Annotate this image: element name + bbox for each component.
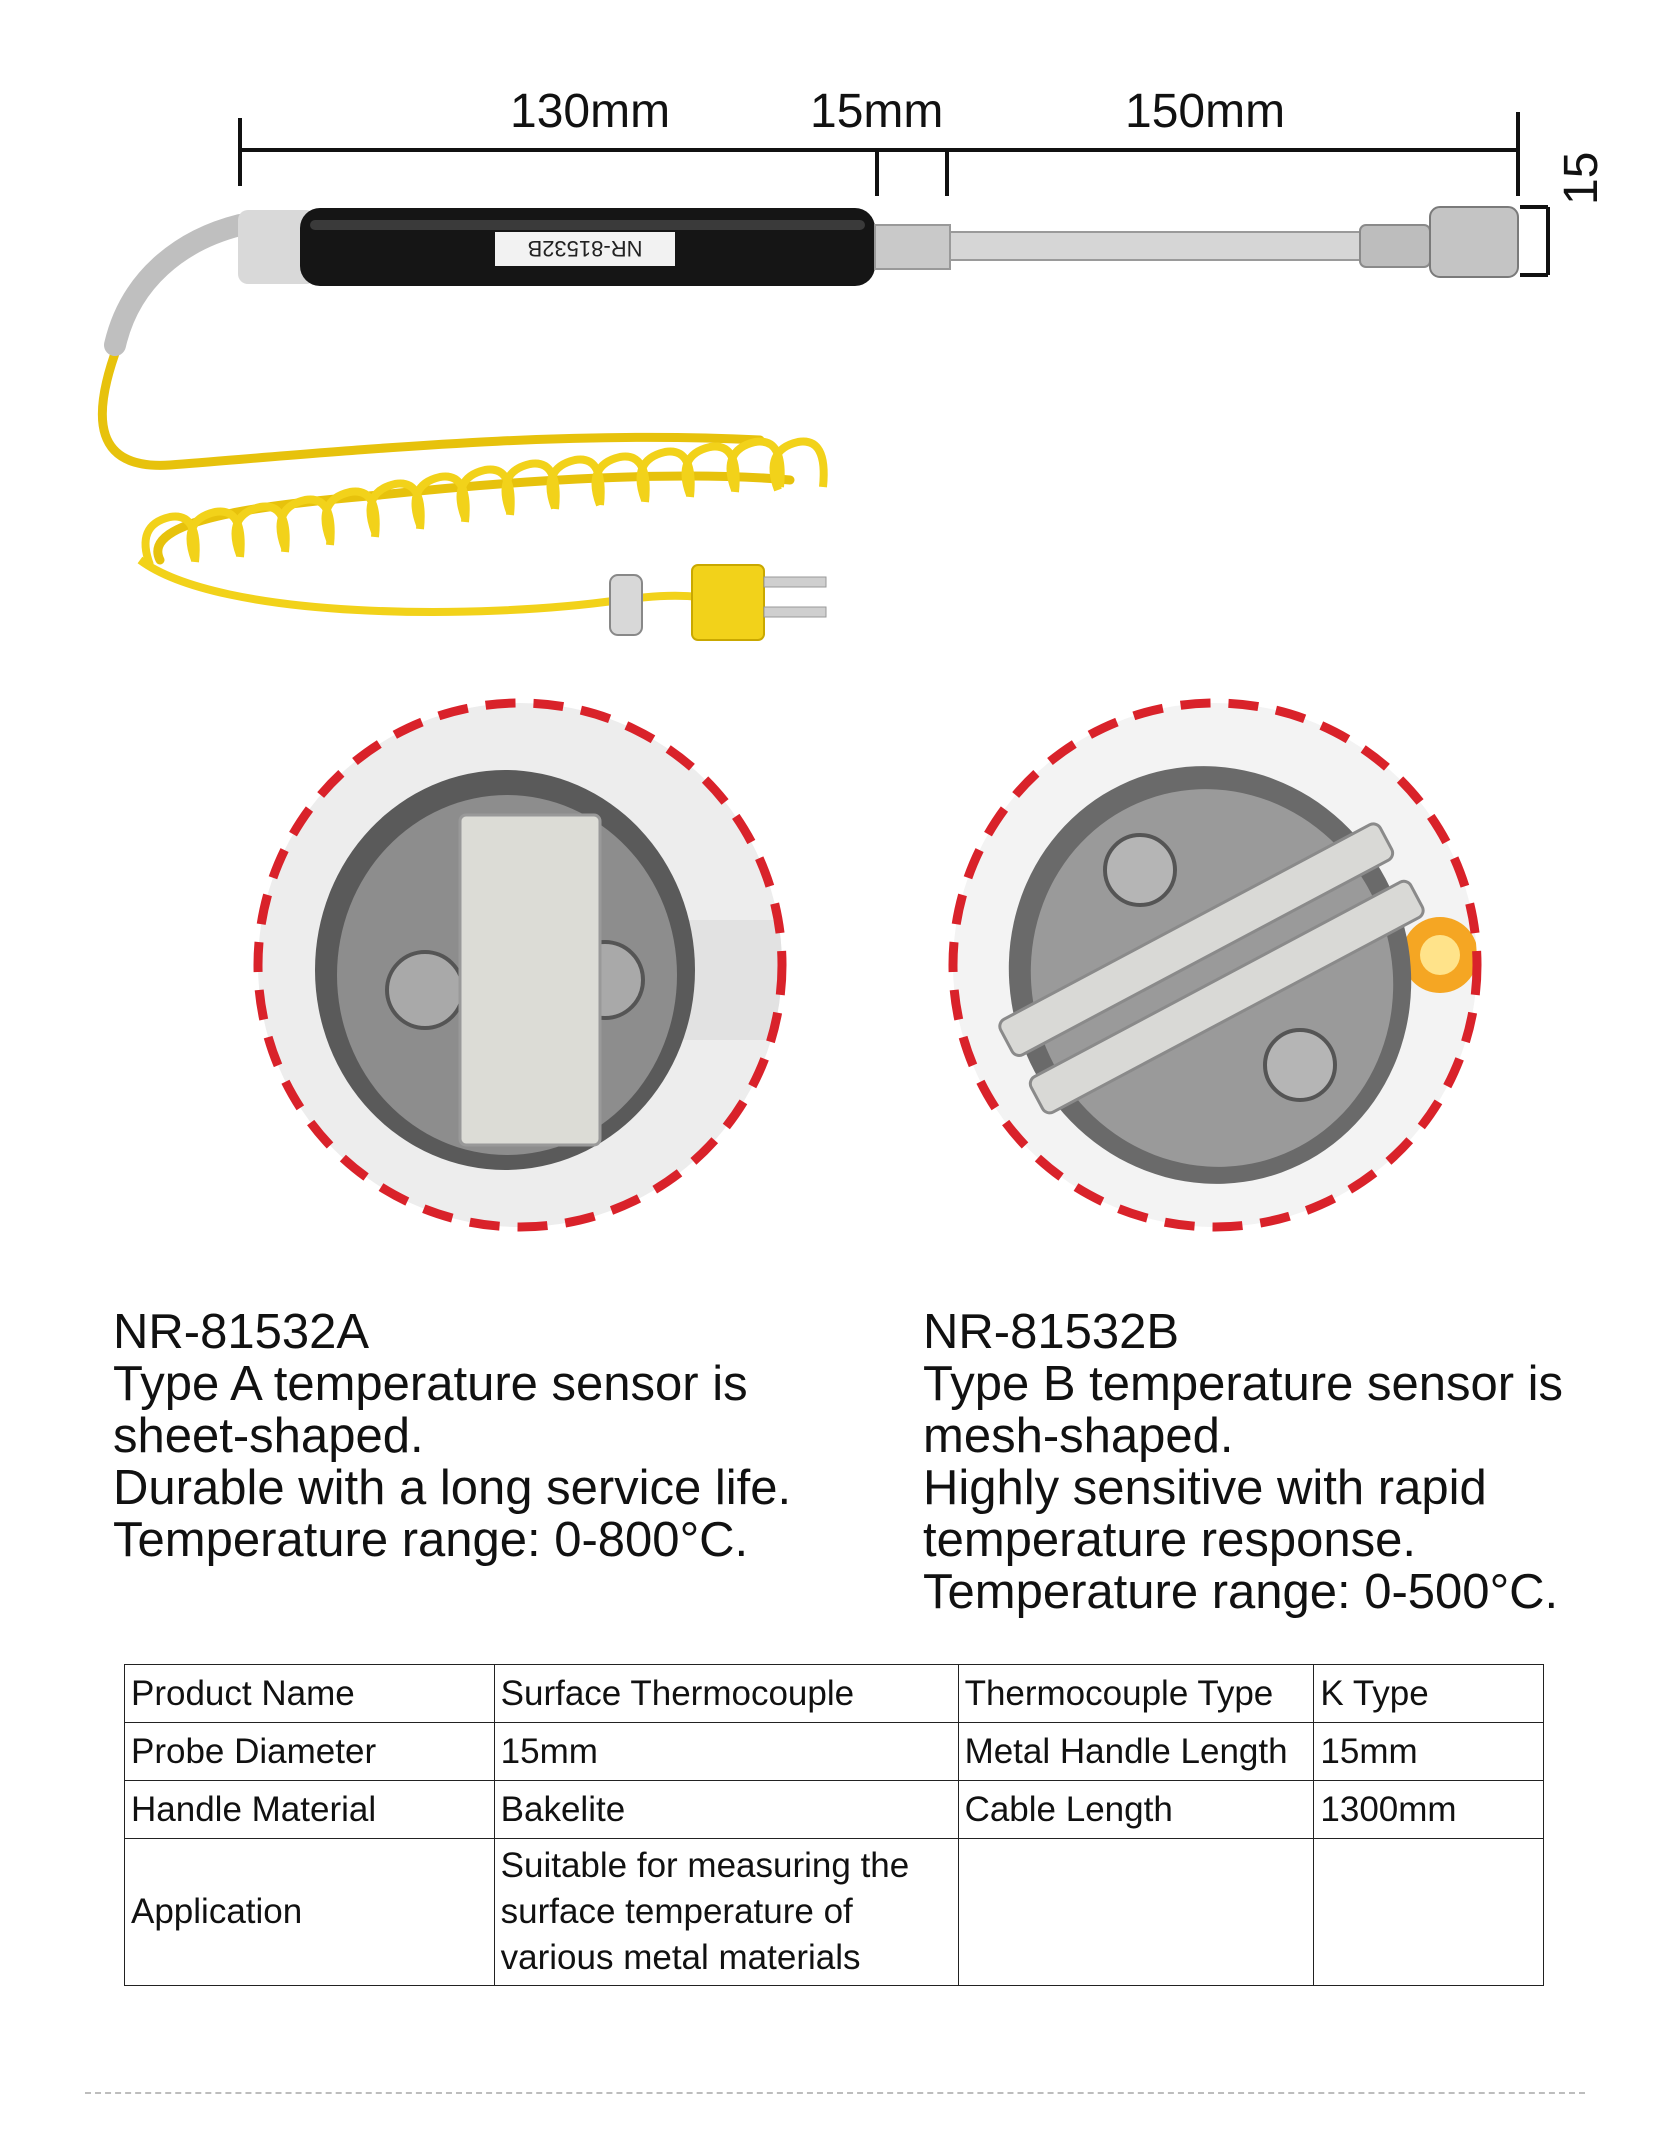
model-a-line-1: Type A temperature sensor is bbox=[113, 1357, 748, 1411]
table-row bbox=[125, 1665, 1544, 1723]
model-b-line-3: Highly sensitive with rapid bbox=[923, 1461, 1487, 1515]
cable-clip bbox=[610, 575, 642, 635]
probe-rod bbox=[950, 232, 1370, 260]
dimension-probe-length: 150mm bbox=[1125, 85, 1286, 138]
table-cell: Product Name bbox=[125, 1665, 495, 1723]
application-line-1: Suitable for measuring the bbox=[500, 1846, 910, 1885]
table-cell: Metal Handle Length bbox=[958, 1723, 1314, 1781]
model-a-line-4: Temperature range: 0-800°C. bbox=[113, 1513, 749, 1567]
svg-text:NR-81532B: NR-81532B bbox=[527, 236, 643, 261]
sensor-a-detail-image bbox=[245, 690, 795, 1240]
table-row-application bbox=[125, 1839, 1544, 1986]
table-cell: Surface Thermocouple bbox=[494, 1665, 958, 1723]
model-a-description bbox=[113, 1306, 853, 1566]
dimension-probe-diameter: 15 bbox=[1555, 151, 1608, 205]
sensor-b-detail-image bbox=[940, 690, 1490, 1240]
model-b-line-2: mesh-shaped. bbox=[923, 1409, 1234, 1463]
application-line-2: surface temperature of bbox=[500, 1892, 853, 1931]
model-b-description bbox=[923, 1306, 1643, 1618]
application-label: Application bbox=[125, 1839, 495, 1986]
dimension-handle-length: 130mm bbox=[510, 85, 671, 138]
coiled-cable bbox=[102, 345, 790, 560]
dimension-metal-handle-length: 15mm bbox=[810, 85, 944, 138]
cable-strain-relief bbox=[115, 225, 240, 345]
table-cell: Handle Material bbox=[125, 1781, 495, 1839]
table-cell: K Type bbox=[1314, 1665, 1544, 1723]
table-cell: Bakelite bbox=[494, 1781, 958, 1839]
model-a-line-3: Durable with a long service life. bbox=[113, 1461, 792, 1515]
probe-head bbox=[1430, 207, 1518, 277]
model-b-line-1: Type B temperature sensor is bbox=[923, 1357, 1564, 1411]
table-cell-empty bbox=[1314, 1839, 1544, 1986]
table-cell: 15mm bbox=[494, 1723, 958, 1781]
model-b-line-5: Temperature range: 0-500°C. bbox=[923, 1565, 1559, 1619]
bottom-dashed-divider bbox=[85, 2092, 1585, 2094]
table-row bbox=[125, 1723, 1544, 1781]
table-cell: Thermocouple Type bbox=[958, 1665, 1314, 1723]
sheet-sensor bbox=[460, 815, 600, 1145]
table-cell-empty bbox=[958, 1839, 1314, 1986]
table-cell: 1300mm bbox=[1314, 1781, 1544, 1839]
model-a-name: NR-81532A bbox=[113, 1305, 370, 1359]
model-b-name: NR-81532B bbox=[923, 1305, 1180, 1359]
table-row bbox=[125, 1781, 1544, 1839]
metal-handle bbox=[875, 225, 950, 269]
k-type-connector bbox=[692, 565, 764, 640]
specification-table bbox=[124, 1664, 1544, 1986]
table-cell: 15mm bbox=[1314, 1723, 1544, 1781]
model-b-line-4: temperature response. bbox=[923, 1513, 1416, 1567]
application-line-3: various metal materials bbox=[500, 1938, 861, 1977]
model-a-line-2: sheet-shaped. bbox=[113, 1409, 424, 1463]
table-cell: Cable Length bbox=[958, 1781, 1314, 1839]
table-cell: Probe Diameter bbox=[125, 1723, 495, 1781]
application-value bbox=[494, 1839, 958, 1986]
